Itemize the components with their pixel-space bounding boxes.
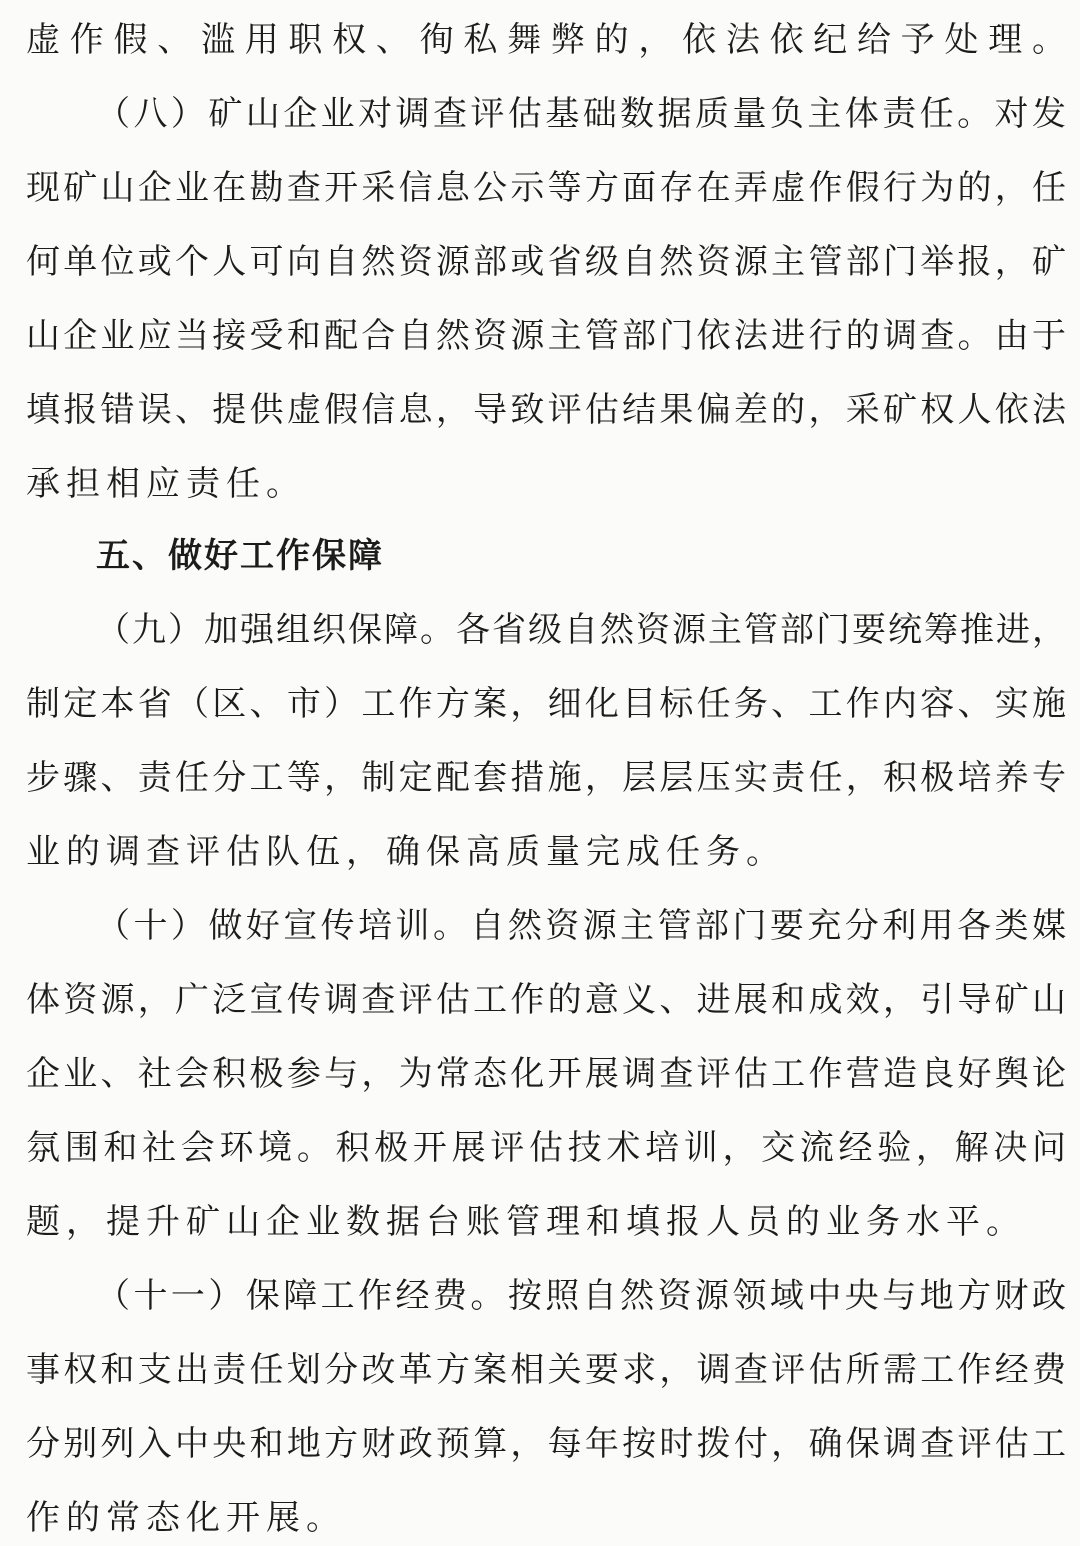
text-line: 虚作假、滥用职权、徇私舞弊的，依法依纪给予处理。	[26, 20, 1066, 60]
text-line: 题，提升矿山企业数据台账管理和填报人员的业务水平。	[26, 1202, 1026, 1242]
text-line: 步骤、责任分工等，制定配套措施，层层压实责任，积极培养专	[26, 758, 1066, 798]
paragraph-9-start: （九）加强组织保障。各省级自然资源主管部门要统筹推进，	[96, 610, 1066, 650]
text-line: 承担相应责任。	[26, 464, 306, 504]
text-line: 业的调查评估队伍，确保高质量完成任务。	[26, 832, 786, 872]
text-line: 氛围和社会环境。积极开展评估技术培训，交流经验，解决问	[26, 1128, 1066, 1168]
text-line: 事权和支出责任划分改革方案相关要求，调查评估所需工作经费	[26, 1350, 1066, 1390]
paragraph-10-start: （十）做好宣传培训。自然资源主管部门要充分利用各类媒	[96, 906, 1066, 946]
text-line: 企业、社会积极参与，为常态化开展调查评估工作营造良好舆论	[26, 1054, 1066, 1094]
text-line: 制定本省（区、市）工作方案，细化目标任务、工作内容、实施	[26, 684, 1066, 724]
text-line: 何单位或个人可向自然资源部或省级自然资源主管部门举报，矿	[26, 242, 1066, 282]
paragraph-11-start: （十一）保障工作经费。按照自然资源领域中央与地方财政	[96, 1276, 1066, 1316]
text-line: 山企业应当接受和配合自然资源主管部门依法进行的调查。由于	[26, 316, 1066, 356]
paragraph-8-start: （八）矿山企业对调查评估基础数据质量负主体责任。对发	[96, 94, 1066, 134]
text-line: 作的常态化开展。	[26, 1498, 346, 1538]
section-heading: 五、做好工作保障	[96, 536, 384, 576]
text-line: 分别列入中央和地方财政预算，每年按时拨付，确保调查评估工	[26, 1424, 1066, 1464]
text-line: 现矿山企业在勘查开采信息公示等方面存在弄虚作假行为的，任	[26, 168, 1066, 208]
text-line: 体资源，广泛宣传调查评估工作的意义、进展和成效，引导矿山	[26, 980, 1066, 1020]
text-line: 填报错误、提供虚假信息，导致评估结果偏差的，采矿权人依法	[26, 390, 1066, 430]
